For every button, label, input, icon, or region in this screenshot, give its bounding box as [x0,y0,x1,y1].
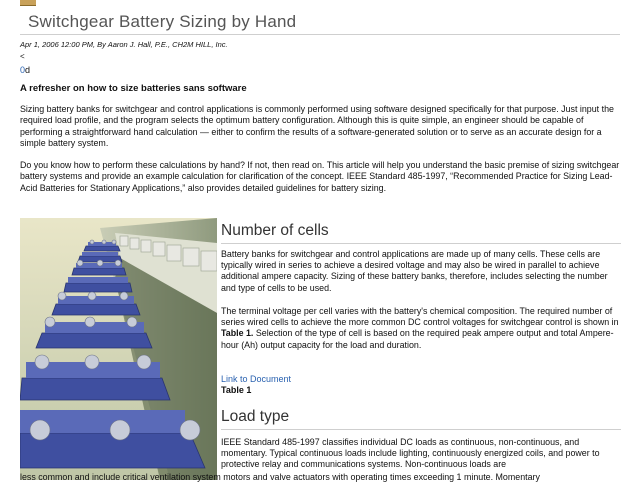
article-subhead: A refresher on how to size batteries sans software [20,83,247,94]
cells-paragraph-1: Battery banks for switchgear and control applications are made up of many cells. These cells are typically wired in series to achieve a desired voltage and may also be wired in parallel to achieve additional ampere capacity. Sizing of these battery banks, therefore, includes selecting the number and type of cells to be used. [221,249,608,293]
cells-paragraph-2 [221,306,621,351]
section-heading-cells: Number of cells [221,222,329,239]
section-divider-load-type [221,429,621,430]
intro-paragraph-2: Do you know how to perform these calculations by hand? If not, then read on. This article will help you understand the basic premise of sizing switchgear battery systems and provide an example calculation for clarification of the concept. IEEE Standard 485-1997, “Recommended Practice for Sizing Lead-Acid Batteries for Stationary Applications,” also provides detailed guidelines for battery sizing. [20,160,620,193]
stray-zero: 0 [20,65,26,75]
table-reference: Table 1. [221,328,254,339]
stray-d: d [25,65,31,75]
table-label: Table 1 [221,385,252,395]
section-divider-cells [221,243,621,244]
stray-character: < [20,52,25,61]
title-divider [20,34,620,35]
article-byline: Apr 1, 2006 12:00 PM, By Aaron J. Hall, P.E., CH2M HILL, Inc. [20,40,228,49]
header-thumbnail [20,0,36,6]
stray-text [20,65,30,75]
article-title: Switchgear Battery Sizing by Hand [28,12,297,31]
load-paragraph-continuation: less common and include critical ventilation system motors and valve actuators with operating times exceeding 1 minute. Momentary [20,472,540,482]
battery-bank-photo [20,218,217,480]
intro-paragraph-1: Sizing battery banks for switchgear and control applications is commonly performed using software designed specifically for that purpose. Just input the required load profile, and the program selects the optimum battery configuration. Although this is quite simple, an engineer should be capable of performing a straightforward hand calculation — either to confirm the results of a software-generated solution or to serve as an accurate design for a simple battery system. [20,104,614,149]
cells-paragraph-2-end: Selection of the type of cell is based on the required peak ampere output and total Ampere-hour (Ah) output capacity for the load and duration. [221,328,614,350]
load-paragraph-1: IEEE Standard 485-1997 classifies individual DC loads as continuous, non-continuous, and momentary. Typical continuous loads include lighting, continuously energized coils, and power to protective relay and communications systems. Non-continuous loads are [221,437,600,470]
section-heading-load-type: Load type [221,408,290,425]
cells-paragraph-2-start: The terminal voltage per cell varies with the battery's chemical composition. The required number of series wired cells to achieve the more common DC control voltages for switchgear control is shown in [221,306,619,328]
link-to-document[interactable]: Link to Document [221,374,292,384]
